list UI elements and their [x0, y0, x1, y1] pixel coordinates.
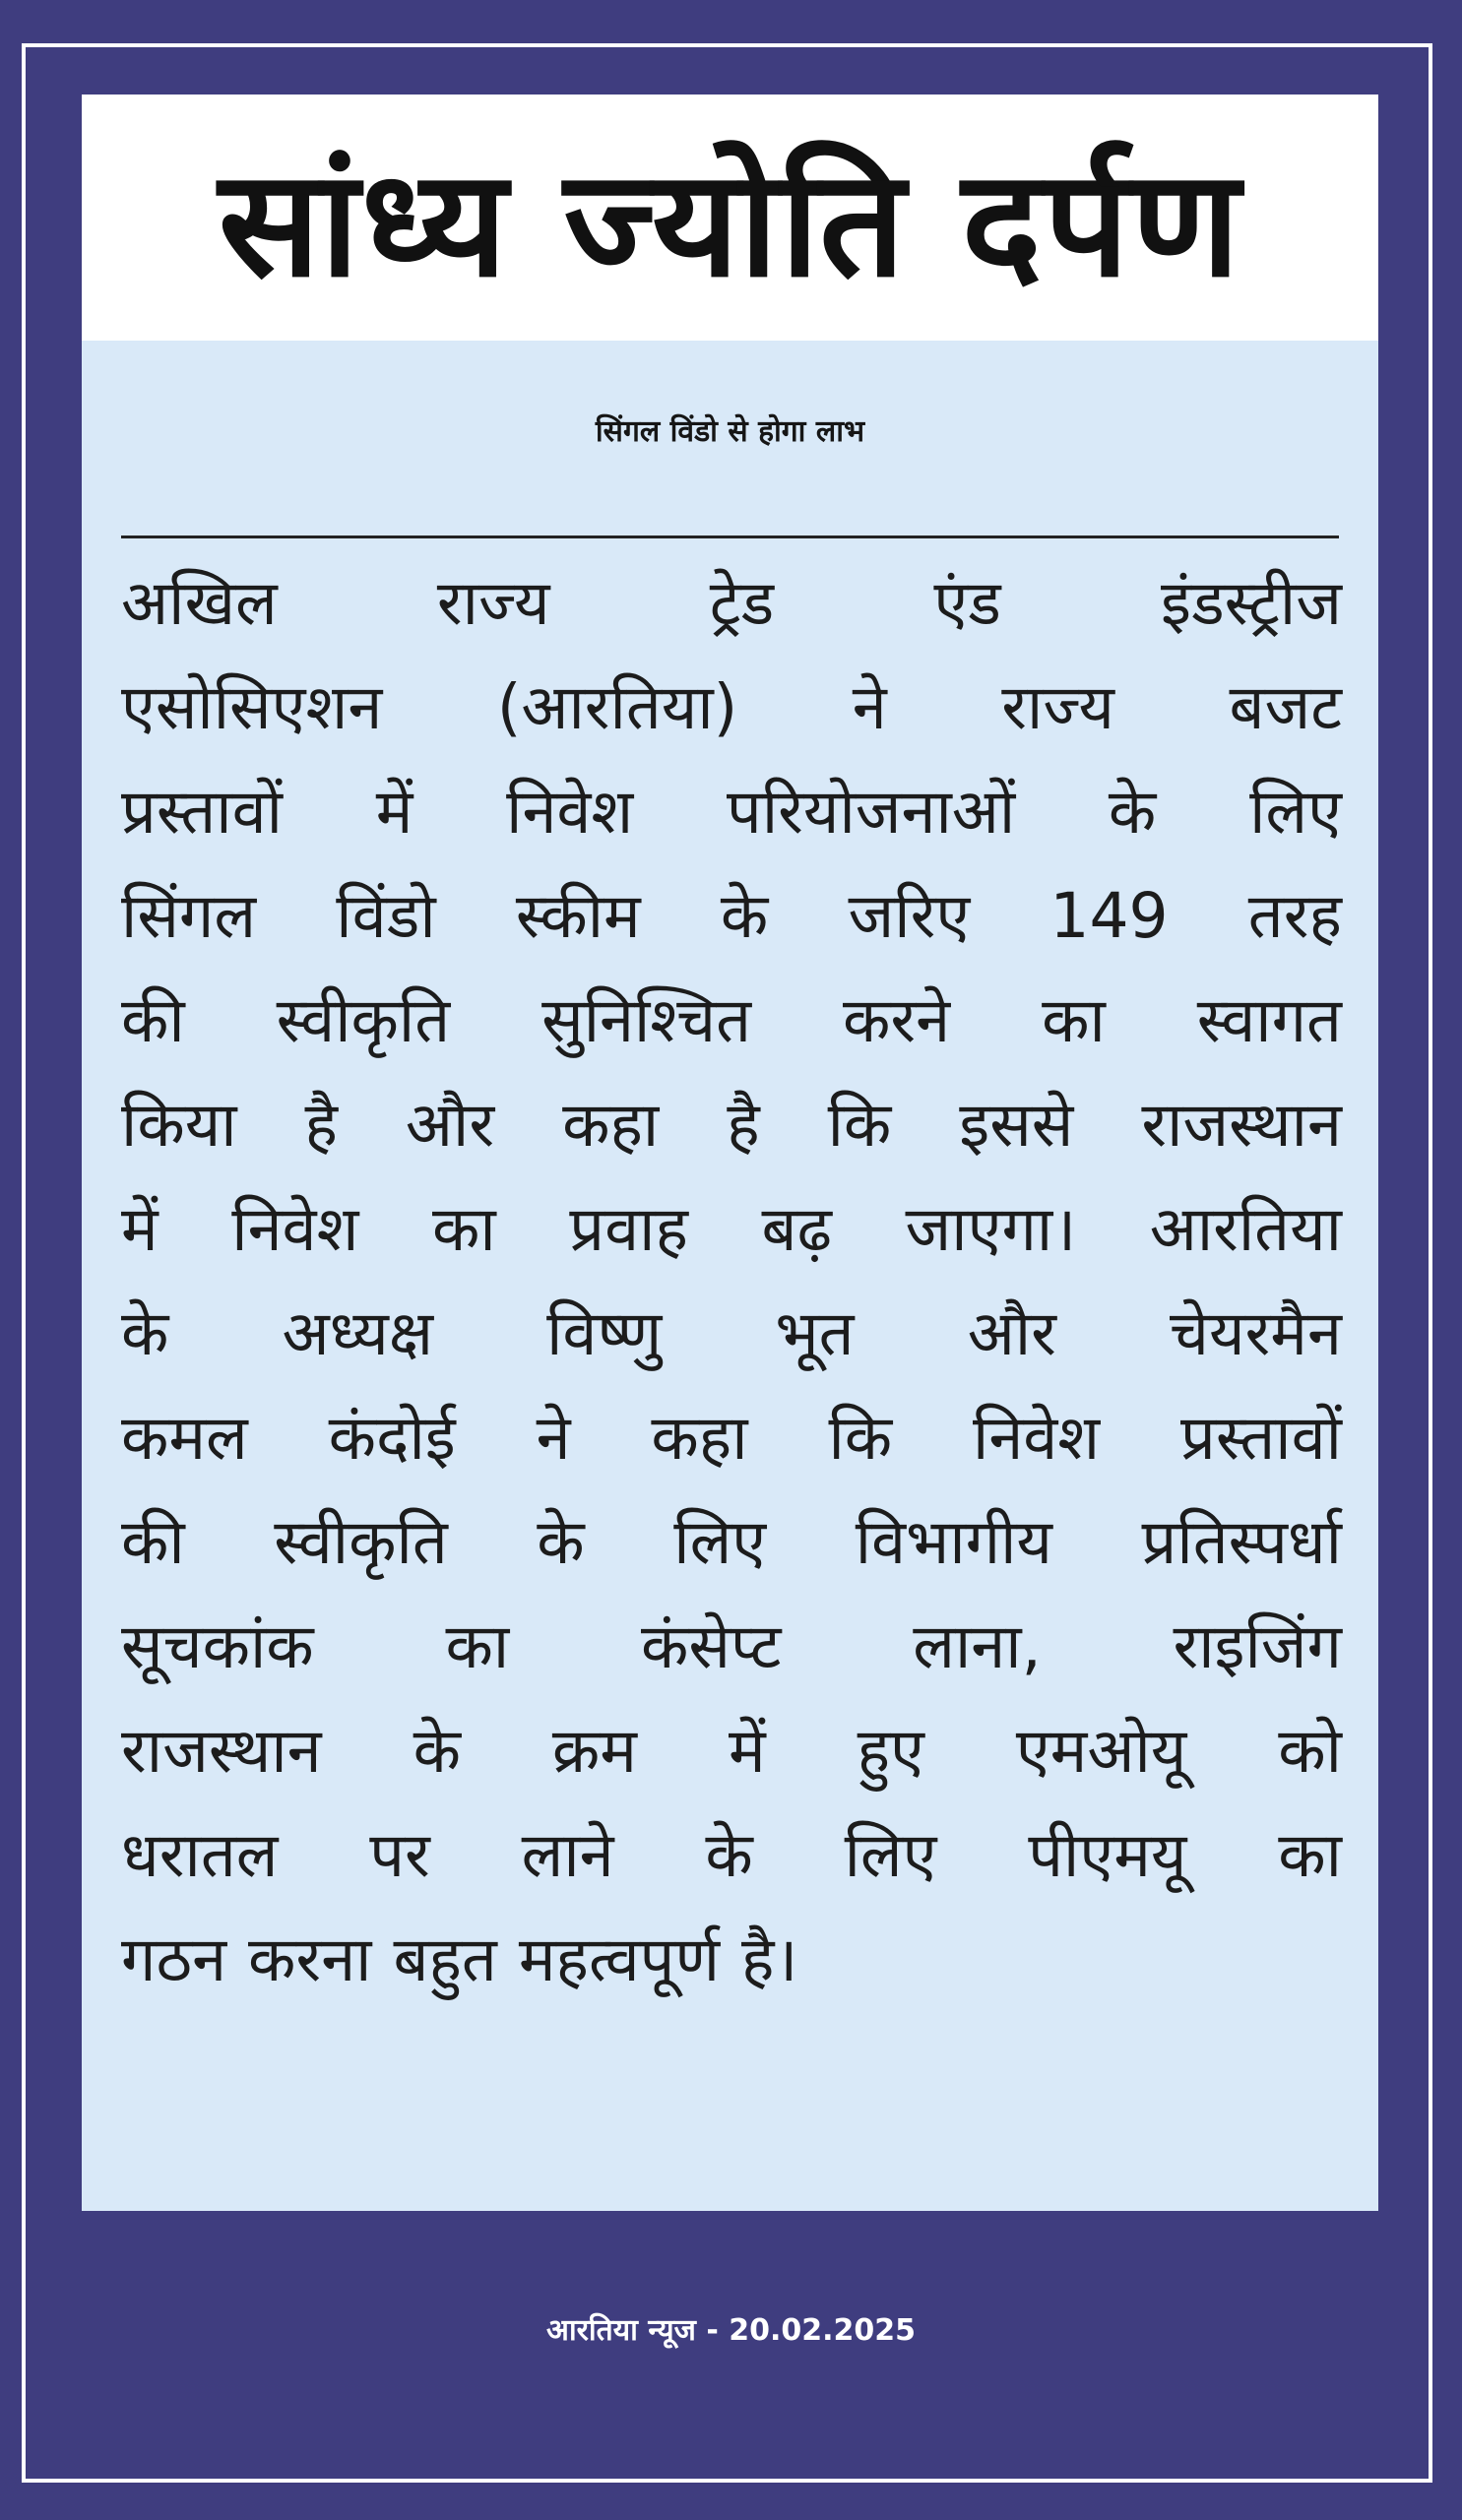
article-word: सिंगल [121, 880, 257, 952]
article-word: अखिल [121, 567, 278, 639]
masthead [82, 94, 1378, 341]
article-word: करने [842, 984, 951, 1056]
article-word: स्वागत [1196, 984, 1342, 1056]
article-line [121, 1073, 1342, 1177]
article-headline: सिंगल विंडो से होगा लाभ [595, 413, 865, 449]
article-word: प्रस्तावों [1180, 1402, 1342, 1474]
article-word: ने [852, 671, 887, 743]
article-word: कहा [651, 1402, 748, 1474]
article-word: कंसेप्ट [641, 1610, 782, 1682]
article-word: के [413, 1715, 461, 1787]
article-word: की [121, 1506, 185, 1578]
article-word: लिए [844, 1819, 937, 1891]
article-word: के [720, 880, 769, 952]
article-word: चेयरमैन [1170, 1297, 1342, 1369]
article-word: किया [121, 1089, 237, 1161]
article-word: (आरतिया) [496, 671, 738, 743]
article-word: राज्य [436, 567, 550, 639]
article [82, 341, 1378, 2211]
article-word: विभागीय [855, 1506, 1052, 1578]
article-word: और [405, 1089, 495, 1161]
newspaper-clipping [82, 94, 1378, 2211]
article-word: कि [828, 1402, 893, 1474]
article-word: है। [741, 1923, 798, 1995]
article-word: भूत [775, 1297, 855, 1369]
article-word: के [1108, 776, 1157, 848]
article-word: राजस्थान [1141, 1089, 1342, 1161]
article-word: जरिए [848, 880, 971, 952]
article-word: राजस्थान [121, 1715, 322, 1787]
article-word: को [1278, 1715, 1342, 1787]
headline-divider [121, 536, 1339, 538]
article-line [121, 760, 1342, 864]
article-line [121, 656, 1342, 760]
article-word: जाएगा। [905, 1193, 1077, 1265]
article-line [121, 864, 1342, 969]
article-word: के [121, 1297, 169, 1369]
article-word: के [705, 1819, 753, 1891]
article-word: में [121, 1193, 159, 1265]
article-word: कंदोई [328, 1402, 456, 1474]
article-word: एसोसिएशन [121, 671, 383, 743]
article-line [121, 1595, 1342, 1699]
footer-caption: आरतिया न्यूज - 20.02.2025 [545, 2312, 917, 2348]
article-word: पीएमयू [1028, 1819, 1187, 1891]
article-line [121, 1699, 1342, 1803]
article-word: का [1042, 984, 1106, 1056]
article-word: ट्रेड [709, 567, 775, 639]
article-body [121, 551, 1342, 2012]
article-line [121, 1177, 1342, 1282]
article-line [121, 969, 1342, 1073]
article-word: राइजिंग [1173, 1610, 1342, 1682]
article-word: 149 [1049, 880, 1169, 952]
article-word: महत्वपूर्ण [518, 1923, 721, 1995]
article-word: राज्य [1001, 671, 1114, 743]
article-word: है [304, 1089, 338, 1161]
article-word: के [537, 1506, 585, 1578]
article-word: गठन [121, 1923, 227, 1995]
article-word: तरह [1247, 880, 1342, 952]
article-word: कहा [562, 1089, 660, 1161]
article-word: अध्यक्ष [282, 1297, 434, 1369]
article-word: की [121, 984, 185, 1056]
newspaper-title: सांध्य ज्योति दर्पण [218, 139, 1242, 310]
article-word: सुनिश्चित [541, 984, 751, 1056]
article-line [121, 1490, 1342, 1595]
article-word: लाने [521, 1819, 614, 1891]
article-word: विष्णु [546, 1297, 663, 1369]
article-word: लिए [1249, 776, 1342, 848]
article-word: बहुत [393, 1923, 497, 1995]
article-word: कि [827, 1089, 892, 1161]
article-word: बढ़ [761, 1193, 832, 1265]
article-word: करना [248, 1923, 372, 1995]
article-word: इससे [959, 1089, 1074, 1161]
article-word: में [728, 1715, 766, 1787]
article-line [121, 551, 1342, 656]
article-word: हुए [857, 1715, 924, 1787]
article-word: निवेश [231, 1193, 359, 1265]
article-word: स्वीकृति [276, 984, 451, 1056]
article-line [121, 1386, 1342, 1490]
article-word: विंडो [336, 880, 436, 952]
article-word: बजट [1229, 671, 1342, 743]
article-word: क्रम [551, 1715, 637, 1787]
article-word: प्रस्तावों [121, 776, 283, 848]
article-word: ने [536, 1402, 571, 1474]
article-line [121, 1803, 1342, 1908]
article-word: स्वीकृति [274, 1506, 448, 1578]
article-word: कमल [121, 1402, 248, 1474]
article-line [121, 1282, 1342, 1386]
article-word: निवेश [506, 776, 634, 848]
article-word: लाना, [913, 1610, 1042, 1682]
article-word: पर [369, 1819, 430, 1891]
article-word: लिए [673, 1506, 767, 1578]
article-word: आरतिया [1149, 1193, 1342, 1265]
article-word: धरातल [121, 1819, 279, 1891]
article-word: प्रतिस्पर्धा [1141, 1506, 1342, 1578]
article-word: का [445, 1610, 510, 1682]
article-word: प्रवाह [569, 1193, 688, 1265]
article-word: है [727, 1089, 760, 1161]
article-word: का [432, 1193, 496, 1265]
article-word: सूचकांक [121, 1610, 314, 1682]
article-word: में [375, 776, 413, 848]
article-line [121, 1908, 1342, 2012]
article-word: और [967, 1297, 1056, 1369]
article-word: परियोजनाओं [727, 776, 1016, 848]
article-word: स्कीम [515, 880, 641, 952]
article-word: एंड [933, 567, 1001, 639]
article-word: का [1278, 1819, 1342, 1891]
article-word: इंडस्ट्रीज [1161, 567, 1342, 639]
article-word: एमओयू [1015, 1715, 1187, 1787]
article-word: निवेश [973, 1402, 1101, 1474]
